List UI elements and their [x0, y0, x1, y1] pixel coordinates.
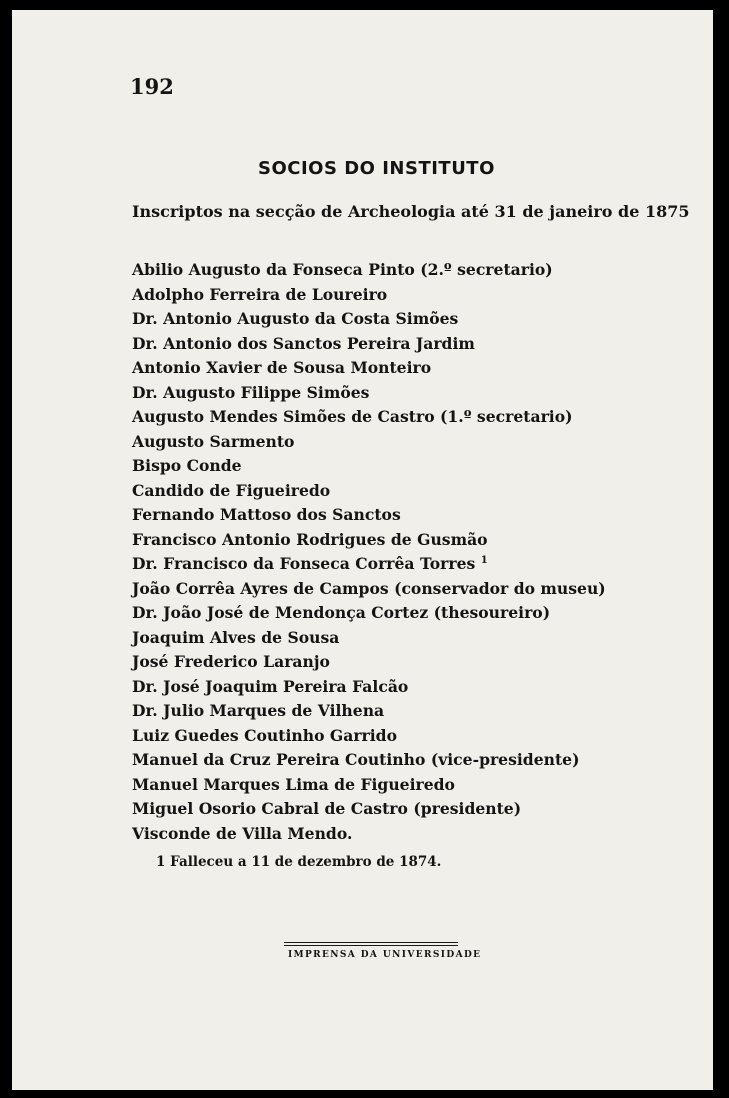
list-item: Adolpho Ferreira de Loureiro	[132, 284, 388, 304]
list-item: Bispo Conde	[132, 456, 242, 475]
list-item: Augusto Sarmento	[132, 431, 295, 451]
footnote-reference: 1	[480, 554, 488, 566]
printer-imprint: IMPRENSA DA UNIVERSIDADE	[288, 950, 482, 960]
list-item-text: Dr. Francisco da Fonseca Corrêa Torres	[132, 554, 476, 573]
list-item: Luiz Guedes Coutinho Garrido	[132, 725, 397, 745]
list-item: Fernando Mattoso dos Sanctos	[132, 505, 401, 524]
list-item	[132, 552, 606, 577]
list-item: Joaquim Alves de Sousa	[132, 627, 340, 647]
document-page	[12, 10, 713, 1090]
list-item: Dr. José Joaquim Pereira Falcão	[132, 676, 409, 696]
footnote-marker: 1	[156, 854, 166, 870]
list-item: Dr. Antonio Augusto da Costa Simões	[132, 309, 459, 328]
list-item: João Corrêa Ayres de Campos (conservador do museu)	[132, 578, 606, 598]
page-title: SOCIOS DO INSTITUTO	[258, 158, 495, 179]
list-item: Miguel Osorio Cabral de Castro (presidente)	[132, 799, 522, 818]
list-item: Augusto Mendes Simões de Castro (1.º secretario)	[132, 407, 573, 426]
list-item: Dr. Julio Marques de Vilhena	[132, 701, 385, 720]
list-item: Dr. João José de Mendonça Cortez (thesoureiro)	[132, 603, 551, 622]
footnote-text: Falleceu a 11 de dezembro de 1874.	[170, 854, 442, 870]
list-item: Dr. Antonio dos Sanctos Pereira Jardim	[132, 333, 475, 353]
list-item: Manuel Marques Lima de Figueiredo	[132, 774, 455, 794]
page-subtitle: Inscriptos na secção de Archeologia até 31 de janeiro de 1875	[132, 202, 690, 221]
divider-rule	[284, 945, 458, 946]
list-item: Dr. Augusto Filippe Simões	[132, 382, 370, 402]
list-item: Antonio Xavier de Sousa Monteiro	[132, 358, 432, 377]
member-list	[132, 258, 606, 846]
footnote	[156, 854, 441, 870]
list-item: José Frederico Laranjo	[132, 652, 330, 671]
list-item: Visconde de Villa Mendo.	[132, 823, 353, 843]
list-item: Francisco Antonio Rodrigues de Gusmão	[132, 529, 488, 549]
divider-rule	[284, 942, 458, 943]
list-item: Abilio Augusto da Fonseca Pinto (2.º secretario)	[132, 260, 553, 279]
list-item: Manuel da Cruz Pereira Coutinho (vice-presidente)	[132, 750, 580, 769]
list-item: Candido de Figueiredo	[132, 480, 331, 500]
page-number: 192	[130, 74, 174, 99]
